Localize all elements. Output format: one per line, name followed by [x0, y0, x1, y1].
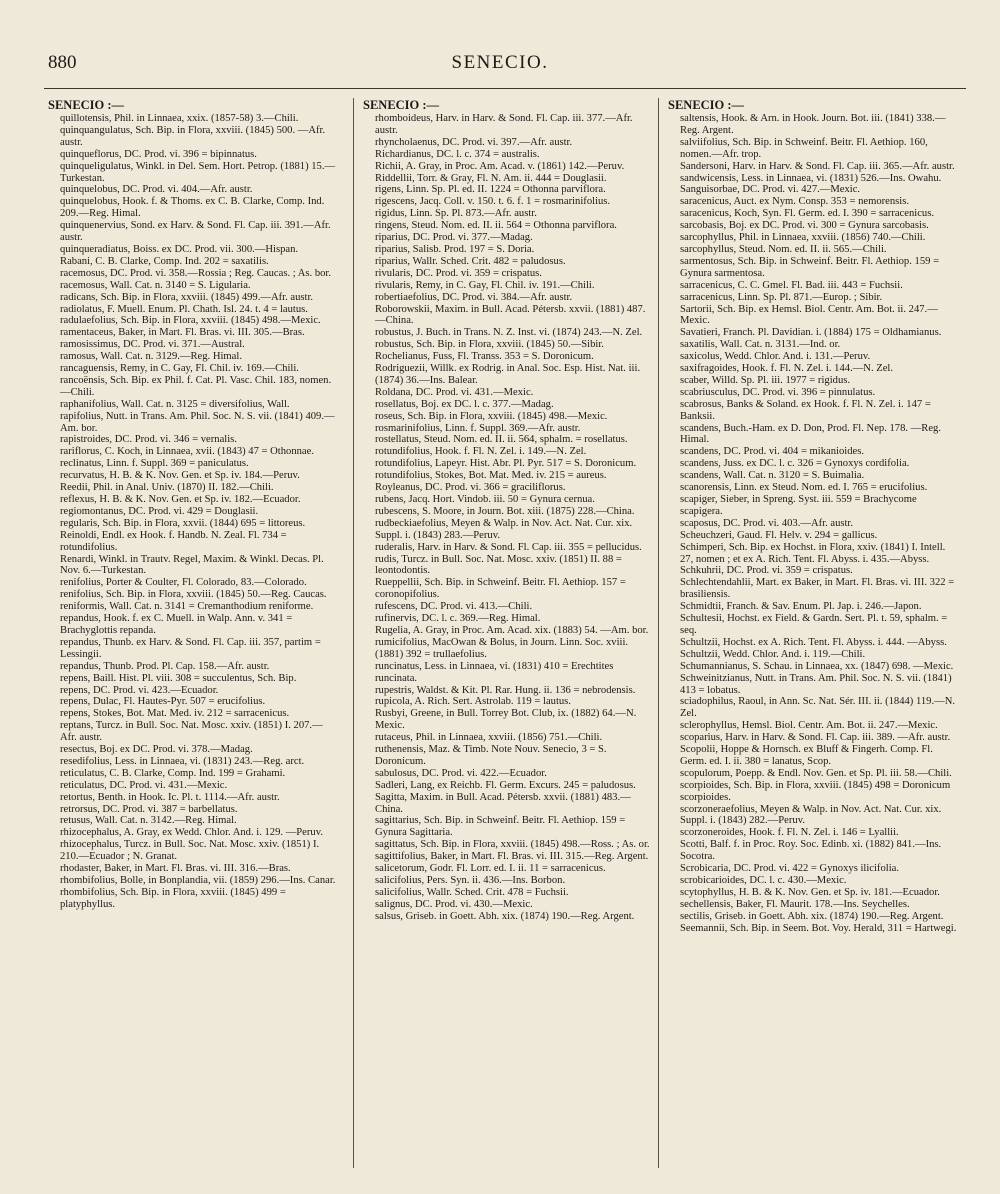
index-entry: scandens, Juss. ex DC. l. c. 326 = Gynoxys cordifolia. [680, 458, 910, 470]
index-entry: ramosus, Wall. Cat. n. 3129.—Reg. Himal. [60, 351, 242, 363]
index-entry: robertiaefolius, DC. Prod. vi. 384.—Afr. austr. [375, 291, 573, 303]
index-entry: Rueppellii, Sch. Bip. in Schweinf. Beitr. Fl. Aethiop. 157 = coronopifolius. [375, 577, 626, 601]
index-entry: scorzoneroides, Hook. f. Fl. N. Zel. i. 146 = Lyallii. [680, 827, 899, 839]
index-entry: Richardianus, DC. l. c. 374 = australis. [375, 148, 540, 160]
index-entry: retortus, Benth. in Hook. Ic. Pl. t. 1114.—Afr. austr. [60, 791, 280, 803]
index-entry: sabulosus, DC. Prod. vi. 422.—Ecuador. [375, 767, 547, 779]
index-entry: sarcobasis, Boj. ex DC. Prod. vi. 300 = Gynura sarcobasis. [680, 220, 929, 232]
index-entry: Sandersoni, Harv. in Harv. & Sond. Fl. Cap. iii. 365.—Afr. austr. [680, 160, 955, 172]
index-entry: rudbeckiaefolius, Meyen & Walp. in Nov. Act. Nat. Cur. xix. Suppl. i. (1843) 283.—Peruv. [375, 517, 633, 541]
index-entry: renifolius, Sch. Bip. in Flora, xxviii. (1845) 50.—Reg. Caucas. [60, 589, 327, 601]
column-heading: SENECIO :— [48, 98, 125, 112]
index-entry: Schlechtendahlii, Mart. ex Baker, in Mart. Fl. Bras. vi. III. 322 = brasiliensis. [680, 577, 955, 601]
index-entry: rivularis, Remy, in C. Gay, Fl. Chil. iv. 191.—Chili. [375, 279, 595, 291]
column-heading: SENECIO :— [363, 98, 440, 112]
index-entry: Renardi, Winkl. in Trautv. Regel, Maxim. & Winkl. Decas. Pl. Nov. 6.—Turkestan. [60, 553, 324, 577]
index-entry: saracenicus, Koch, Syn. Fl. Germ. ed. I. 390 = sarracenicus. [680, 208, 934, 220]
index-entry: sagittatus, Sch. Bip. in Flora, xxviii. (1845) 498.—Ross. ; As. or. [375, 839, 650, 851]
index-entry: Sartorii, Sch. Bip. ex Hemsl. Biol. Centr. Am. Bot. ii. 247.—Mexic. [680, 303, 938, 327]
index-entry: scrobicarioides, DC. l. c. 430.—Mexic. [680, 875, 847, 886]
index-entry: robustus, J. Buch. in Trans. N. Z. Inst. vi. (1874) 243.—N. Zel. [375, 327, 643, 339]
index-entry: rufescens, DC. Prod. vi. 413.—Chili. [375, 601, 533, 613]
index-entry: Roborowskii, Maxim. in Bull. Acad. Pétersb. xxvii. (1881) 487.—China. [375, 303, 646, 327]
index-entry: Rodriguezii, Willk. ex Rodrig. in Anal. Soc. Esp. Hist. Nat. iii. (1874) 36.—Ins. Balear. [375, 363, 641, 386]
index-entry: Rugelia, A. Gray, in Proc. Am. Acad. xix. (1883) 54. —Am. bor. [375, 624, 649, 636]
index-entry: recurvatus, H. B. & K. Nov. Gen. et Sp. iv. 184.—Peruv. [60, 470, 300, 482]
index-entry: reptans, Turcz. in Bull. Soc. Nat. Mosc. xxiv. (1851) I. 207.—Afr. austr. [60, 720, 323, 744]
index-entry: rhomboideus, Harv. in Harv. & Sond. Fl. Cap. iii. 377.—Afr. austr. [375, 113, 633, 136]
index-entry: repens, Stokes, Bot. Mat. Med. iv. 212 = sarracenicus. [60, 708, 290, 720]
index-entry: rupicola, A. Rich. Sert. Astrolab. 119 = lautus. [375, 696, 571, 708]
index-entry: saxicolus, Wedd. Chlor. And. i. 131.—Peruv. [680, 351, 871, 363]
index-entry: rigidus, Linn. Sp. Pl. 873.—Afr. austr. [375, 208, 537, 220]
index-entry: rhyncholaenus, DC. Prod. vi. 397.—Afr. austr. [375, 136, 573, 148]
index-entry: rotundifolius, Lapeyr. Hist. Abr. Pl. Pyr. 517 = S. Doronicum. [375, 458, 637, 470]
column-divider [353, 98, 354, 1168]
index-columns [48, 98, 968, 1178]
index-entry: quinqueflorus, DC. Prod. vi. 396 = bipinnatus. [60, 148, 257, 160]
index-entry: scanorensis, Linn. ex Steud. Nom. ed. I. 765 = erucifolius. [680, 482, 928, 494]
index-entry: scapiger, Sieber, in Spreng. Syst. iii. 559 = Brachycome scapigera. [680, 494, 917, 517]
index-column-1 [48, 98, 338, 1176]
index-entry: rostellatus, Steud. Nom. ed. II. ii. 564, sphalm. = rosellatus. [375, 434, 628, 446]
index-entry: sarracenicus, Linn. Sp. Pl. 871.—Europ. ; Sibir. [680, 291, 883, 303]
index-entry: reticulatus, C. B. Clarke, Comp. Ind. 199 = Grahami. [60, 767, 286, 779]
index-entry: Sadleri, Lang, ex Reichb. Fl. Germ. Excurs. 245 = paludosus. [375, 779, 636, 791]
index-entry: regularis, Sch. Bip. in Flora, xxvii. (1844) 695 = littoreus. [60, 517, 306, 529]
index-entry: Schkuhrii, DC. Prod. vi. 359 = crispatus. [680, 565, 853, 577]
index-entry: scorzoneraefolius, Meyen & Walp. in Nov. Act. Nat. Cur. xix. Suppl. i. (1843) 282.—Peruv. [680, 803, 942, 827]
index-entry: Savatieri, Franch. Pl. Davidian. i. (1884) 175 = Oldhamianus. [680, 327, 942, 339]
index-entry: scaber, Willd. Sp. Pl. iii. 1977 = rigidus. [680, 374, 851, 386]
index-entry: sarracenicus, C. C. Gmel. Fl. Bad. iii. 443 = Fuchsii. [680, 279, 903, 291]
index-entry: renifolius, Porter & Coulter, Fl. Colorado, 83.—Colorado. [60, 577, 307, 589]
index-entry: riparius, DC. Prod. vi. 377.—Madag. [375, 232, 533, 244]
index-entry: rigescens, Jacq. Coll. v. 150. t. 6. f. 1 = rosmarinifolius. [375, 196, 611, 208]
index-entry: sagittarius, Sch. Bip. in Schweinf. Beitr. Fl. Aethiop. 159 = Gynura Sagittaria. [375, 815, 626, 839]
index-entry: Schimperi, Sch. Bip. ex Hochst. in Flora, xxiv. (1841) I. Intell. 27, nomen ; et ex A. Rich. Tent. Fl. Abyss. i. 435.—Abyss. [680, 541, 946, 565]
index-entry: rancoënsis, Sch. Bip. ex Phil. f. Cat. Pl. Vasc. Chil. 183, nomen.—Chili. [60, 374, 332, 398]
index-entry: Schweinitzianus, Nutt. in Trans. Am. Phil. Soc. N. S. vii. (1841) 413 = lobatus. [680, 672, 952, 696]
index-entry: Schultzii, Hochst. ex A. Rich. Tent. Fl. Abyss. i. 444. —Abyss. [680, 636, 947, 648]
index-entry: sarcophyllus, Steud. Nom. ed. II. ii. 565.—Chili. [680, 243, 887, 255]
index-entry: runcinatus, Less. in Linnaea, vi. (1831) 410 = Erechtites runcinata. [375, 660, 614, 684]
running-head: SENECIO. [451, 52, 549, 73]
index-entry: salicifolius, Pers. Syn. ii. 436.—Ins. Borbon. [375, 875, 566, 886]
index-entry: resectus, Boj. ex DC. Prod. vi. 378.—Madag. [60, 744, 253, 756]
index-entry: Riddellii, Torr. & Gray, Fl. N. Am. ii. 444 = Douglasii. [375, 172, 607, 184]
index-entry: scandens, DC. Prod. vi. 404 = mikanioides. [680, 446, 864, 458]
entry-list [363, 113, 653, 923]
index-entry: scandens, Wall. Cat. n. 3120 = S. Buimalia. [680, 470, 865, 482]
index-entry: Reedii, Phil. in Anal. Univ. (1870) II. 182.—Chili. [60, 482, 274, 494]
index-entry: reflexus, H. B. & K. Nov. Gen. et Sp. iv. 182.—Ecuador. [60, 494, 301, 505]
index-entry: Seemannii, Sch. Bip. in Seem. Bot. Voy. Herald, 311 = Hartwegi. [680, 922, 957, 934]
index-entry: rupestris, Waldst. & Kit. Pl. Rar. Hung. ii. 136 = nebrodensis. [375, 684, 636, 696]
index-entry: repens, Baill. Hist. Pl. viii. 308 = succulentus, Sch. Bip. [60, 672, 297, 684]
index-entry: Scotti, Balf. f. in Proc. Roy. Soc. Edinb. xi. (1882) 841.—Ins. Socotra. [680, 839, 942, 863]
index-entry: Schumannianus, S. Schau. in Linnaea, xx. (1847) 698. —Mexic. [680, 660, 954, 672]
index-entry: ruthenensis, Maz. & Timb. Note Nouv. Senecio, 3 = S. Doronicum. [375, 744, 607, 767]
index-entry: rotundifolius, Stokes, Bot. Mat. Med. iv. 215 = aureus. [375, 470, 607, 482]
index-entry: salicifolius, Wallr. Sched. Crit. 478 = Fuchsii. [375, 886, 569, 898]
index-entry: sagittifolius, Baker, in Mart. Fl. Bras. vi. III. 315.—Reg. Argent. [375, 851, 649, 863]
index-entry: ramosissimus, DC. Prod. vi. 371.—Austral. [60, 339, 245, 351]
index-entry: salviifolius, Sch. Bip. in Schweinf. Beitr. Fl. Aethiop. 160, nomen.—Afr. trop. [680, 136, 928, 160]
index-entry: scabriusculus, DC. Prod. vi. 396 = pinnulatus. [680, 386, 876, 398]
index-entry: Schmidtii, Franch. & Sav. Enum. Pl. Jap. i. 246.—Japon. [680, 601, 922, 613]
index-entry: rosmarinifolius, Linn. f. Suppl. 369.—Afr. austr. [375, 422, 581, 434]
index-entry: salicetorum, Godr. Fl. Lorr. ed. I. ii. 11 = sarracenicus. [375, 863, 606, 875]
index-entry: reticulatus, DC. Prod. vi. 431.—Mexic. [60, 779, 228, 791]
index-entry: sciadophilus, Raoul, in Ann. Sc. Nat. Sér. III. ii. (1844) 119.—N. Zel. [680, 696, 956, 720]
index-entry: reniformis, Wall. Cat. n. 3141 = Cremanthodium reniforme. [60, 601, 314, 613]
index-entry: repens, Dulac, Fl. Hautes-Pyr. 507 = erucifolius. [60, 696, 266, 708]
index-entry: quinquelobus, Hook. f. & Thoms. ex C. B. Clarke, Comp. Ind. 209.—Reg. Himal. [60, 196, 325, 220]
index-entry: sandwicensis, Less. in Linnaea, vi. (1831) 526.—Ins. Owahu. [680, 172, 942, 184]
index-entry: rhombifolius, Sch. Bip. in Flora, xxviii. (1845) 499 = platyphyllus. [60, 886, 286, 910]
index-entry: Rochelianus, Fuss, Fl. Transs. 353 = S. Doronicum. [375, 351, 594, 363]
index-entry: rudis, Turcz. in Bull. Soc. Nat. Mosc. xxiv. (1851) II. 88 = leontodontis. [375, 553, 622, 577]
index-entry: racemosus, DC. Prod. vi. 358.—Rossia ; Reg. Caucas. ; As. bor. [60, 267, 332, 279]
index-entry: Schultzii, Wedd. Chlor. And. i. 119.—Chili. [680, 648, 866, 660]
index-entry: resedifolius, Less. in Linnaea, vi. (1831) 243.—Reg. arct. [60, 755, 305, 767]
index-entry: rhodaster, Baker, in Mart. Fl. Bras. vi. III. 316.—Bras. [60, 863, 291, 875]
index-entry: Sanguisorbae, DC. Prod. vi. 427.—Mexic. [680, 184, 861, 196]
index-entry: saltensis, Hook. & Arn. in Hook. Journ. Bot. iii. (1841) 338.—Reg. Argent. [680, 113, 946, 136]
index-entry: ringens, Steud. Nom. ed. II. ii. 564 = Othonna parviflora. [375, 220, 617, 232]
index-entry: quinquangulatus, Sch. Bip. in Flora, xxviii. (1845) 500. —Afr. austr. [60, 124, 326, 148]
column-divider [658, 98, 659, 1168]
index-entry: rumicifolius, MacOwan & Bolus, in Journ. Linn. Soc. xviii. (1881) 392 = trullaefolius. [375, 636, 629, 660]
index-entry: raphanifolius, Wall. Cat. n. 3125 = diversifolius, Wall. [60, 398, 290, 410]
index-column-3 [668, 98, 958, 1176]
index-entry: repandus, Thunb. ex Harv. & Sond. Fl. Cap. iii. 357, partim = Lessingii. [60, 636, 321, 660]
index-entry: salignus, DC. Prod. vi. 430.—Mexic. [375, 898, 533, 910]
index-entry: regiomontanus, DC. Prod. vi. 429 = Douglasii. [60, 505, 259, 517]
index-entry: scaposus, DC. Prod. vi. 403.—Afr. austr. [680, 517, 854, 529]
index-entry: salsus, Griseb. in Goett. Abh. xix. (1874) 190.—Reg. Argent. [375, 910, 635, 922]
page-number: 880 [48, 52, 77, 73]
index-entry: riparius, Salisb. Prod. 197 = S. Doria. [375, 243, 535, 255]
index-entry: rariflorus, C. Koch, in Linnaea, xvii. (1843) 47 = Othonnae. [60, 446, 314, 458]
index-entry: radulaefolius, Sch. Bip. in Flora, xxviii. (1845) 498.—Mexic. [60, 315, 321, 327]
index-entry: Reinoldi, Endl. ex Hook. f. Handb. N. Zeal. Fl. 734 = rotundifolius. [60, 529, 287, 553]
index-entry: sarmentosus, Sch. Bip. in Schweinf. Beitr. Fl. Aethiop. 159 = Gynura sarmentosa. [680, 255, 940, 279]
header-rule [44, 88, 966, 89]
index-entry: rhizocephalus, Turcz. in Bull. Soc. Nat. Mosc. xxiv. (1851) I. 210.—Ecuador ; N. Granat. [60, 839, 320, 863]
index-entry: saxifragoides, Hook. f. Fl. N. Zel. i. 144.—N. Zel. [680, 363, 894, 375]
index-entry: ramentaceus, Baker, in Mart. Fl. Bras. vi. III. 305.—Bras. [60, 327, 305, 339]
index-entry: robustus, Sch. Bip. in Flora, xxviii. (1845) 50.—Sibir. [375, 339, 604, 351]
index-entry: rancaguensis, Remy, in C. Gay, Fl. Chil. iv. 169.—Chili. [60, 363, 299, 375]
index-entry: sarcophyllus, Phil. in Linnaea, xxviii. (1856) 740.—Chili. [680, 232, 926, 244]
index-entry: quinquelobus, DC. Prod. vi. 404.—Afr. austr. [60, 184, 253, 196]
index-entry: quinqueradiatus, Boiss. ex DC. Prod. vii. 300.—Hispan. [60, 243, 299, 255]
index-entry: Royleanus, DC. Prod. vi. 366 = graciliflorus. [375, 482, 566, 494]
index-entry: rubescens, S. Moore, in Journ. Bot. xiii. (1875) 228.—China. [375, 505, 635, 517]
entry-list [48, 113, 338, 911]
index-entry: reclinatus, Linn. f. Suppl. 369 = paniculatus. [60, 458, 249, 470]
index-entry: scytophyllus, H. B. & K. Nov. Gen. et Sp. iv. 181.—Ecuador. [680, 886, 940, 898]
index-entry: ruderalis, Harv. in Harv. & Sond. Fl. Cap. iii. 355 = pellucidus. [375, 541, 642, 553]
index-entry: scabrosus, Banks & Soland. ex Hook. f. Fl. N. Zel. i. 147 = Banksii. [680, 398, 931, 422]
index-entry: Rusbyi, Greene, in Bull. Torrey Bot. Club, ix. (1882) 64.—N. Mexic. [375, 708, 637, 732]
index-entry: radiolatus, F. Muell. Enum. Pl. Chath. Isl. 24. t. 4 = lautus. [60, 303, 308, 315]
index-entry: radicans, Sch. Bip. in Flora, xxviii. (1845) 499.—Afr. austr. [60, 291, 314, 303]
index-entry: roseus, Sch. Bip. in Flora, xxviii. (1845) 498.—Mexic. [375, 410, 608, 422]
index-entry: saracenicus, Auct. ex Nym. Consp. 353 = nemorensis. [680, 196, 909, 208]
index-entry: Richii, A. Gray, in Proc. Am. Acad. v. (1861) 142.—Peruv. [375, 160, 625, 172]
index-entry: rubens, Jacq. Hort. Vindob. iii. 50 = Gynura cernua. [375, 494, 595, 505]
index-entry: repens, DC. Prod. vi. 423.—Ecuador. [60, 684, 219, 696]
index-entry: rapifolius, Nutt. in Trans. Am. Phil. Soc. N. S. vii. (1841) 409.—Am. bor. [60, 410, 335, 434]
index-entry: Rabani, C. B. Clarke, Comp. Ind. 202 = saxatilis. [60, 255, 269, 267]
index-entry: retusus, Wall. Cat. n. 3142.—Reg. Himal. [60, 815, 237, 827]
entry-list [668, 113, 958, 935]
page-header [48, 52, 952, 76]
index-entry: scopulorum, Poepp. & Endl. Nov. Gen. et Sp. Pl. iii. 58.—Chili. [680, 767, 952, 779]
index-entry: racemosus, Wall. Cat. n. 3140 = S. Ligularia. [60, 279, 251, 291]
index-entry: repandus, Thunb. Prod. Pl. Cap. 158.—Afr. austr. [60, 660, 270, 672]
index-entry: Scopolii, Hoppe & Hornsch. ex Bluff & Fingerh. Comp. Fl. Germ. ed. I. ii. 380 = lanatus, Scop. [680, 744, 933, 767]
index-entry: quinqueligulatus, Winkl. in Del. Sem. Hort. Petrop. (1881) 15.—Turkestan. [60, 160, 336, 184]
index-entry: rapistroides, DC. Prod. vi. 346 = vernalis. [60, 434, 237, 446]
index-entry: rhombifolius, Bolle, in Bonplandia, vii. (1859) 296.—Ins. Canar. [60, 875, 336, 886]
index-entry: repandus, Hook. f. ex C. Muell. in Walp. Ann. v. 341 = Brachyglottis repanda. [60, 613, 293, 636]
index-entry: sechellensis, Baker, Fl. Maurit. 178.—Ins. Seychelles. [680, 898, 910, 910]
index-entry: quinquenervius, Sond. ex Harv. & Sond. Fl. Cap. iii. 391.—Afr. austr. [60, 220, 331, 244]
index-entry: scorpioides, Sch. Bip. in Flora, xxviii. (1845) 498 = Doronicum scorpioides. [680, 779, 951, 803]
index-entry: rutaceus, Phil. in Linnaea, xxviii. (1856) 751.—Chili. [375, 732, 603, 744]
index-entry: riparius, Wallr. Sched. Crit. 482 = paludosus. [375, 255, 566, 267]
index-entry: retrorsus, DC. Prod. vi. 387 = barbellatus. [60, 803, 238, 815]
index-entry: Sagitta, Maxim. in Bull. Acad. Pétersb. xxvii. (1881) 483.—China. [375, 791, 631, 815]
index-entry: rotundifolius, Hook. f. Fl. N. Zel. i. 149.—N. Zel. [375, 446, 587, 458]
index-entry: sectilis, Griseb. in Goett. Abh. xix. (1874) 190.—Reg. Argent. [680, 910, 944, 922]
index-entry: saxatilis, Wall. Cat. n. 3131.—Ind. or. [680, 339, 841, 351]
index-entry: rigens, Linn. Sp. Pl. ed. II. 1224 = Othonna parviflora. [375, 184, 606, 196]
column-heading: SENECIO :— [668, 98, 745, 112]
index-column-2 [363, 98, 653, 1176]
index-entry: scoparius, Harv. in Harv. & Sond. Fl. Cap. iii. 389. —Afr. austr. [680, 732, 951, 744]
index-entry: Scrobicaria, DC. Prod. vi. 422 = Gynoxys ilicifolia. [680, 863, 899, 875]
index-entry: sclerophyllus, Hemsl. Biol. Centr. Am. Bot. ii. 247.—Mexic. [680, 720, 938, 732]
index-entry: quillotensis, Phil. in Linnaea, xxix. (1857-58) 3.—Chili. [60, 113, 299, 124]
index-entry: rosellatus, Boj. ex DC. l. c. 377.—Madag. [375, 398, 554, 410]
index-entry: rufinervis, DC. l. c. 369.—Reg. Himal. [375, 613, 541, 625]
index-entry: Schultesii, Hochst. ex Field. & Gardn. Sert. Pl. t. 59, sphalm. = seq. [680, 613, 948, 636]
index-entry: Roldana, DC. Prod. vi. 431.—Mexic. [375, 386, 534, 398]
index-entry: rhizocephalus, A. Gray, ex Wedd. Chlor. And. i. 129. —Peruv. [60, 827, 323, 839]
index-entry: Scheuchzeri, Gaud. Fl. Helv. v. 294 = gallicus. [680, 529, 878, 541]
index-entry: rivularis, DC. Prod. vi. 359 = crispatus. [375, 267, 542, 279]
index-entry: scandens, Buch.-Ham. ex D. Don, Prod. Fl. Nep. 178. —Reg. Himal. [680, 422, 941, 446]
